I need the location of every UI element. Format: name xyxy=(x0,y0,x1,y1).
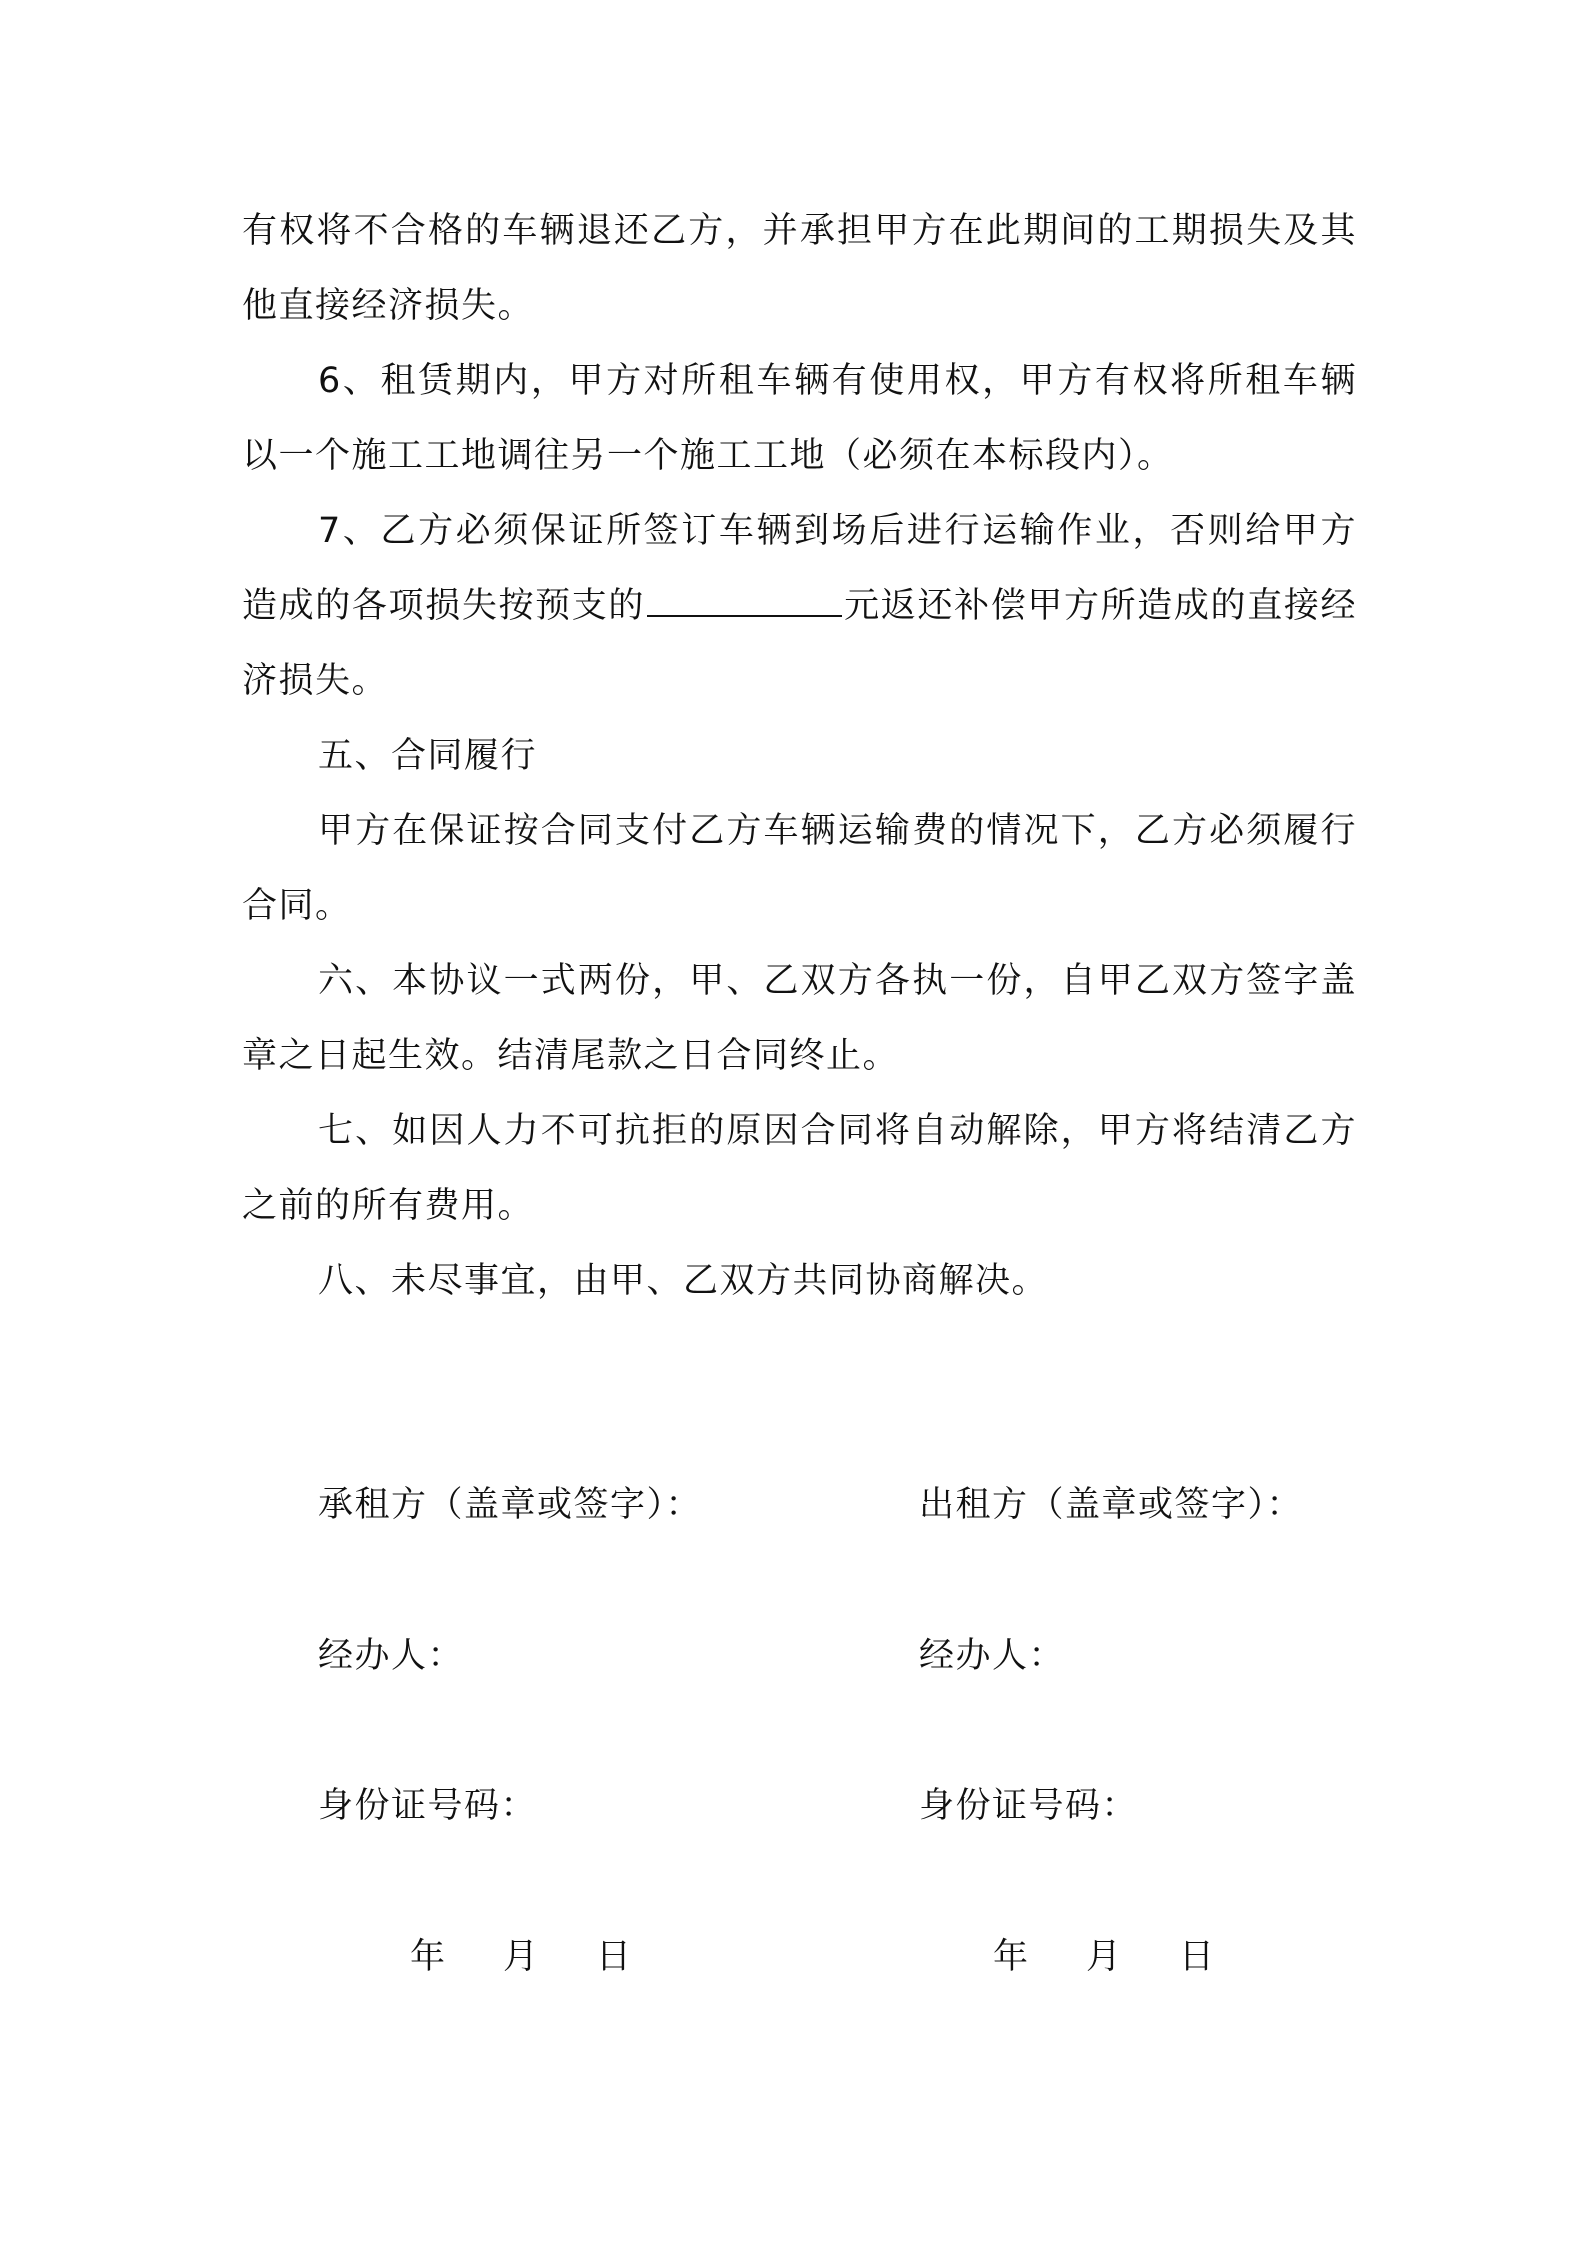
lessee-agent-label: 经办人： xyxy=(318,1636,465,1676)
section-heading-5: 五、合同履行 xyxy=(318,736,538,776)
lessor-id-number-label: 身份证号码： xyxy=(919,1786,1139,1826)
lessee-date-day: 日 xyxy=(596,1937,632,1977)
lessor-date-day: 日 xyxy=(1179,1937,1215,1977)
lessor-agent-label: 经办人： xyxy=(919,1636,1066,1676)
lessor-date xyxy=(993,1932,1214,1982)
lessor-date-year: 年 xyxy=(993,1937,1029,1977)
clause-6: 6、租赁期内，甲方对所租车辆有使用权，甲方有权将所租车辆以一个施工工地调往另一个施工工地（必须在本标段内）。 xyxy=(242,361,1357,476)
lessee-date-year: 年 xyxy=(410,1937,446,1977)
lessee-id-number-label: 身份证号码： xyxy=(318,1786,538,1826)
amount-blank-line xyxy=(647,585,842,617)
clause-other-matters: 八、未尽事宜，由甲、乙双方共同协商解决。 xyxy=(318,1261,1049,1301)
lessee-signature-label: 承租方（盖章或签字）： xyxy=(318,1485,703,1525)
clause-7-text-after: 元返还补偿甲方所造成的直接经济损失。 xyxy=(242,586,1357,701)
contract-body xyxy=(242,194,1357,1319)
lessee-date-month: 月 xyxy=(503,1937,539,1977)
lessor-signature-label: 出租方（盖章或签字）： xyxy=(919,1485,1304,1525)
clause-7 xyxy=(242,494,1357,719)
clause-7-text-before: 7、乙方必须保证所签订车辆到场后进行运输作业，否则给甲方造成的各项损失按预支的 xyxy=(242,511,1357,626)
paragraph-continuation: 有权将不合格的车辆退还乙方，并承担甲方在此期间的工期损失及其他直接经济损失。 xyxy=(242,211,1357,326)
lessor-date-month: 月 xyxy=(1086,1937,1122,1977)
clause-force-majeure: 七、如因人力不可抗拒的原因合同将自动解除，甲方将结清乙方之前的所有费用。 xyxy=(242,1111,1357,1226)
clause-copies: 六、本协议一式两份，甲、乙双方各执一份，自甲乙双方签字盖章之日起生效。结清尾款之日合同终止。 xyxy=(242,961,1357,1076)
contract-performance-text: 甲方在保证按合同支付乙方车辆运输费的情况下，乙方必须履行合同。 xyxy=(242,811,1357,926)
lessee-date xyxy=(410,1932,631,1982)
